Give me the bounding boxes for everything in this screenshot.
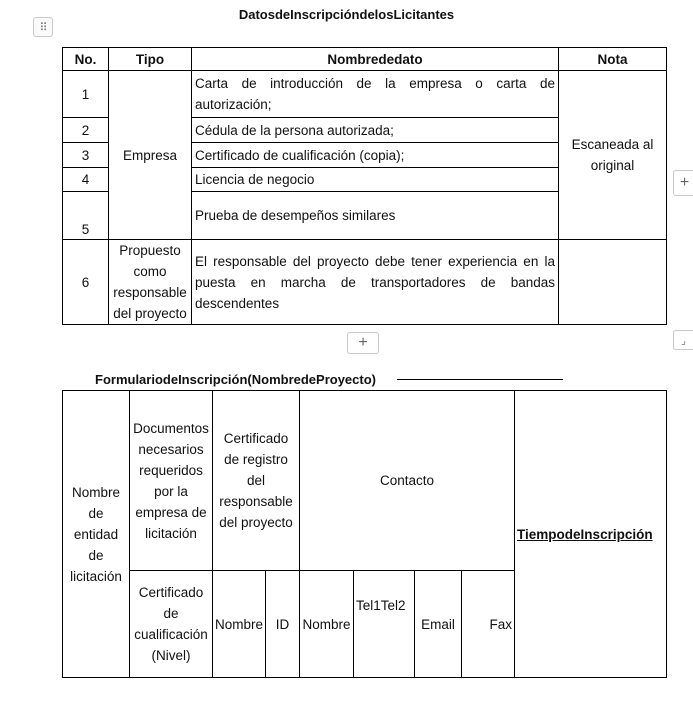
fax-cell: Fax <box>462 571 515 678</box>
table-drag-handle-icon[interactable]: ⠿ <box>33 17 53 37</box>
row-number: 5 <box>63 192 109 240</box>
title-underline <box>397 379 563 380</box>
table-header-row <box>63 48 667 71</box>
nombre-entidad-cell: Nombre de entidad de licitación <box>63 391 130 678</box>
nota-cell <box>559 240 667 325</box>
nota-cell: Escaneada al original <box>559 71 667 240</box>
tel-cell: Tel1Tel2 <box>354 571 415 678</box>
table-row <box>63 391 667 571</box>
header-nombre: Nombrededato <box>192 48 559 71</box>
row-number: 4 <box>63 168 109 192</box>
id-cell: ID <box>266 571 300 678</box>
certificado-registro-cell: Certificado de registro del responsable del proyecto <box>213 391 300 571</box>
table2-title: FormulariodeInscripción(NombredeProyecto) <box>95 372 376 387</box>
table1-title: DatosdeInscripcióndelosLicitantes <box>238 7 455 22</box>
documentos-cell: Documentos necesarios requeridos por la empresa de licitación <box>130 391 213 571</box>
dato-cell: Cédula de la persona autorizada; <box>192 118 559 143</box>
dato-cell: El responsable del proyecto debe tener experiencia en la puesta en marcha de transportadores de bandas descendentes <box>192 240 559 325</box>
header-no: No. <box>63 48 109 71</box>
contacto-cell: Contacto <box>300 391 515 571</box>
table-row <box>63 240 667 325</box>
bidder-data-table <box>62 47 667 325</box>
header-tipo: Tipo <box>109 48 192 71</box>
registration-form-table <box>62 390 667 678</box>
tipo-cell: Empresa <box>109 71 192 240</box>
nombre-cell: Nombre <box>300 571 354 678</box>
table-row <box>63 71 667 118</box>
certificado-cualificacion-cell: Certificado de cualificación (Nivel) <box>130 571 213 678</box>
resize-icon[interactable]: ⌟ <box>673 330 693 350</box>
dato-cell: Certificado de cualificación (copia); <box>192 143 559 168</box>
dato-cell: Prueba de desempeños similares <box>192 192 559 240</box>
header-nota: Nota <box>559 48 667 71</box>
row-number: 3 <box>63 143 109 168</box>
add-row-button[interactable]: + <box>347 332 379 354</box>
row-number: 2 <box>63 118 109 143</box>
dato-cell: Licencia de negocio <box>192 168 559 192</box>
tipo-cell: Propuesto como responsable del proyecto <box>109 240 192 325</box>
row-number: 6 <box>63 240 109 325</box>
tiempo-cell: TiempodeInscripción <box>515 391 667 678</box>
dato-cell: Carta de introducción de la empresa o carta de autorización; <box>192 71 559 118</box>
add-column-button[interactable]: + <box>673 170 693 196</box>
row-number: 1 <box>63 71 109 118</box>
email-cell: Email <box>415 571 462 678</box>
nombre-cell: Nombre <box>213 571 266 678</box>
